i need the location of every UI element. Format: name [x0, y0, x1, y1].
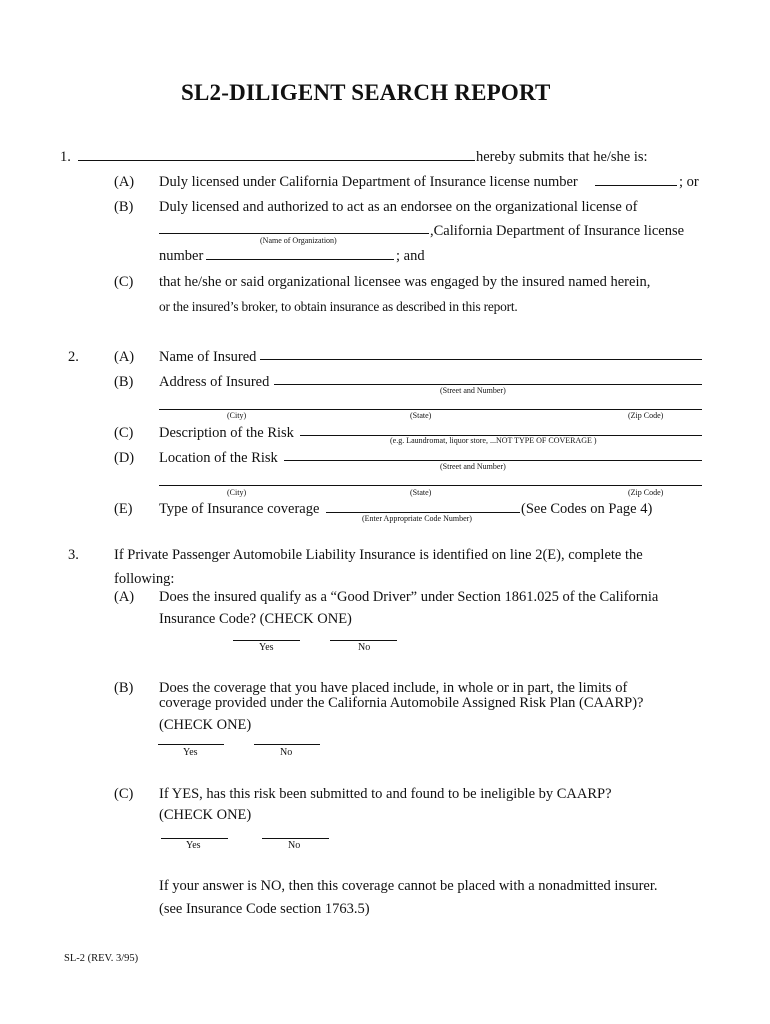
section-3-number: 3.	[68, 547, 79, 563]
item-3a-text-line1: Does the insured qualify as a “Good Driver” under Section 1861.025 of the California	[159, 589, 659, 605]
insured-street-field[interactable]	[274, 384, 702, 385]
section-3-intro-line1: If Private Passenger Automobile Liability Insurance is identified on line 2(E), complete the	[114, 547, 643, 563]
item-2b-text: Address of Insured	[159, 374, 270, 390]
zip-caption-1: (Zip Code)	[628, 411, 664, 420]
coverage-code-caption: (Enter Appropriate Code Number)	[362, 514, 472, 523]
caarp-no-checkbox[interactable]	[254, 744, 320, 745]
organization-license-number-field[interactable]	[206, 259, 394, 260]
item-1a-or: ; or	[679, 174, 699, 190]
item-3b-text-line1: Does the coverage that you have placed include, in whole or in part, the limits of	[159, 680, 628, 696]
item-1a-text: Duly licensed under California Department of Insurance license number	[159, 174, 578, 190]
good-driver-no-label: No	[358, 642, 371, 653]
note-line2: (see Insurance Code section 1763.5)	[159, 901, 370, 917]
license-number-field[interactable]	[595, 185, 677, 186]
good-driver-no-checkbox[interactable]	[330, 640, 397, 641]
item-1b-number-label: number	[159, 248, 204, 264]
item-2d-label: (D)	[114, 450, 135, 466]
item-1c-text-line1: that he/she or said organizational licensee was engaged by the insured named herein,	[159, 274, 651, 290]
item-2a-text: Name of Insured	[159, 349, 257, 365]
item-1b-california: ,California Department of Insurance license	[430, 223, 685, 239]
risk-city-state-zip-field[interactable]	[159, 485, 702, 486]
item-2d-text: Location of the Risk	[159, 450, 278, 466]
submits-text: hereby submits that he/she is:	[476, 149, 648, 165]
form-revision-footer: SL-2 (REV. 3/95)	[64, 953, 139, 964]
risk-description-caption: (e.g. Laundromat, liquor store, ...NOT TYPE OF COVERAGE )	[390, 436, 597, 445]
item-3c-label: (C)	[114, 786, 134, 802]
item-2e-text: Type of Insurance coverage	[159, 501, 320, 517]
submitter-name-field[interactable]	[78, 160, 475, 161]
good-driver-yes-label: Yes	[259, 642, 274, 653]
item-3a-text-line2: Insurance Code? (CHECK ONE)	[159, 611, 352, 627]
item-2e-label: (E)	[114, 501, 133, 517]
caarp-yes-checkbox[interactable]	[158, 744, 224, 745]
item-1b-text: Duly licensed and authorized to act as an endorsee on the organizational license of	[159, 199, 638, 215]
item-3b-label: (B)	[114, 680, 134, 696]
state-caption-2: (State)	[410, 488, 432, 497]
note-line1: If your answer is NO, then this coverage cannot be placed with a nonadmitted insurer.	[159, 878, 658, 894]
ineligible-yes-label: Yes	[186, 840, 201, 851]
page-title: SL2-DILIGENT SEARCH REPORT	[181, 80, 551, 105]
ineligible-no-label: No	[288, 840, 301, 851]
item-1a-label: (A)	[114, 174, 135, 190]
city-caption-2: (City)	[227, 488, 247, 497]
item-1c-text-line2: or the insured’s broker, to obtain insurance as described in this report.	[159, 299, 518, 314]
organization-name-field[interactable]	[159, 233, 429, 234]
item-3b-text-line3: (CHECK ONE)	[159, 717, 252, 733]
section-2-number: 2.	[68, 349, 79, 365]
section-3-intro-line2: following:	[114, 571, 175, 587]
good-driver-yes-checkbox[interactable]	[233, 640, 300, 641]
item-1c-label: (C)	[114, 274, 134, 290]
coverage-code-field[interactable]	[326, 512, 520, 513]
insured-name-field[interactable]	[260, 359, 702, 360]
organization-name-caption: (Name of Organization)	[260, 236, 337, 245]
item-2b-label: (B)	[114, 374, 134, 390]
street-caption-2: (Street and Number)	[440, 462, 506, 471]
zip-caption-2: (Zip Code)	[628, 488, 664, 497]
item-3b-text-line2: coverage provided under the California Automobile Assigned Risk Plan (CAARP)?	[159, 695, 644, 711]
city-caption-1: (City)	[227, 411, 247, 420]
item-3c-text-line1: If YES, has this risk been submitted to and found to be ineligible by CAARP?	[159, 786, 612, 802]
item-3c-text-line2: (CHECK ONE)	[159, 807, 252, 823]
caarp-no-label: No	[280, 747, 293, 758]
item-2c-text: Description of the Risk	[159, 425, 294, 441]
item-1b-label: (B)	[114, 199, 134, 215]
ineligible-no-checkbox[interactable]	[262, 838, 329, 839]
item-2a-label: (A)	[114, 349, 135, 365]
risk-street-field[interactable]	[284, 460, 702, 461]
insured-city-state-zip-field[interactable]	[159, 409, 702, 410]
ineligible-yes-checkbox[interactable]	[161, 838, 228, 839]
street-caption-1: (Street and Number)	[440, 386, 506, 395]
see-codes-text: (See Codes on Page 4)	[521, 501, 653, 517]
item-3a-label: (A)	[114, 589, 135, 605]
item-1b-and: ; and	[396, 248, 425, 264]
state-caption-1: (State)	[410, 411, 432, 420]
caarp-yes-label: Yes	[183, 747, 198, 758]
item-2c-label: (C)	[114, 425, 134, 441]
section-1-number: 1.	[60, 149, 71, 165]
